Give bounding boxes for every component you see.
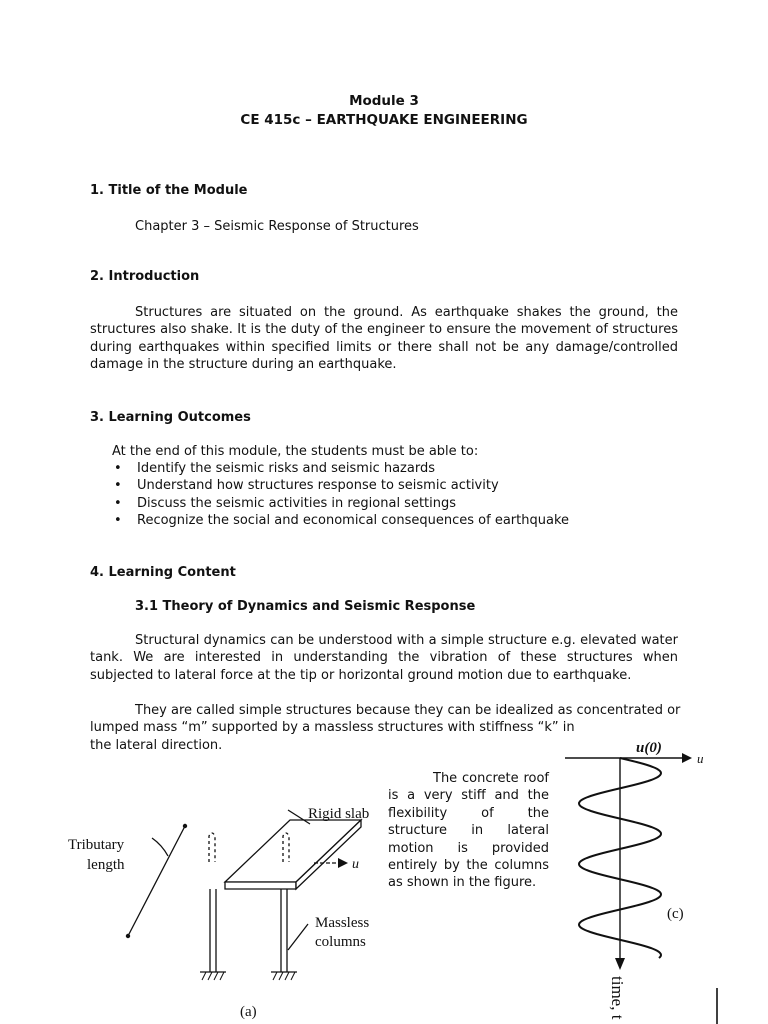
- massless-leader: [288, 924, 308, 950]
- outcomes-list: [112, 460, 672, 530]
- simple-structures-line-3: the lateral direction.: [90, 738, 223, 753]
- hatch-right: [273, 972, 295, 980]
- rigid-slab-label: Rigid slab: [308, 806, 370, 822]
- length-label: length: [87, 857, 125, 873]
- section-title-heading: 1. Title of the Module: [90, 183, 248, 198]
- figure-c-caption: (c): [667, 906, 684, 922]
- time-axis-arrow: [615, 958, 625, 970]
- u-axis-arrow: [682, 753, 692, 763]
- tributary-dimension-line: [128, 826, 185, 936]
- course-title: CE 415c – EARTHQUAKE ENGINEERING: [240, 112, 528, 128]
- columns-label: columns: [315, 934, 366, 950]
- concrete-roof-paragraph: The concrete roof is a very stiff and the flexibility of the structure in lateral motion is provided entirely by the columns as shown in the figure.: [388, 771, 549, 891]
- module-number: Module 3: [349, 93, 419, 109]
- u-label: u: [352, 857, 359, 872]
- dimension-end-bottom: [126, 934, 130, 938]
- subsection-heading: 3.1 Theory of Dynamics and Seismic Response: [135, 599, 476, 614]
- chapter-title: Chapter 3 – Seismic Response of Structures: [135, 219, 419, 234]
- list-item: • Understand how structures response to seismic activity: [112, 477, 672, 494]
- figure-a-caption: (a): [240, 1004, 257, 1020]
- simple-structures-line-1: They are called simple structures because they can be idealized as concentrated or: [135, 703, 681, 718]
- simple-structures-line-2: lumped mass “m” supported by a massless structures with stiffness “k” in: [90, 720, 575, 735]
- free-vibration-figure: [560, 736, 730, 1024]
- massless-label: Massless: [315, 915, 370, 931]
- outcomes-lead: At the end of this module, the students must be able to:: [112, 444, 479, 459]
- introduction-heading: 2. Introduction: [90, 269, 200, 284]
- tributary-label: Tributary: [68, 837, 125, 853]
- hatch-left: [202, 972, 224, 980]
- dimension-end-top: [183, 824, 187, 828]
- slab-top-face: [225, 820, 361, 882]
- learning-content-heading: 4. Learning Content: [90, 565, 236, 580]
- tributary-leader: [152, 838, 168, 856]
- learning-outcomes-heading: 3. Learning Outcomes: [90, 410, 251, 425]
- u-axis-label: u: [697, 751, 704, 766]
- rigid-slab-figure: [60, 790, 390, 1024]
- list-item: • Identify the seismic risks and seismic hazards: [112, 460, 672, 477]
- dynamics-paragraph: Structural dynamics can be understood with a simple structure e.g. elevated water tank. We are interested in understanding the vibration of these structures when subjected to lateral force at the tip or horizontal ground motion due to earthquake.: [90, 633, 678, 683]
- slab-front-face: [225, 882, 296, 889]
- u-arrow-head: [338, 858, 348, 868]
- u0-label: u(0): [636, 740, 662, 756]
- list-item: • Discuss the seismic activities in regional settings: [112, 495, 672, 512]
- back-column-left: [209, 833, 215, 862]
- list-item: • Recognize the social and economical consequences of earthquake: [112, 512, 672, 529]
- time-axis-label: time, t: [608, 976, 627, 1020]
- introduction-paragraph: Structures are situated on the ground. As earthquake shakes the ground, the structures also shake. It is the duty of the engineer to ensure the movement of structures during earthquakes within specified limits or there shall not be any damage/controlled damage in the structure during an earthquake.: [90, 305, 678, 373]
